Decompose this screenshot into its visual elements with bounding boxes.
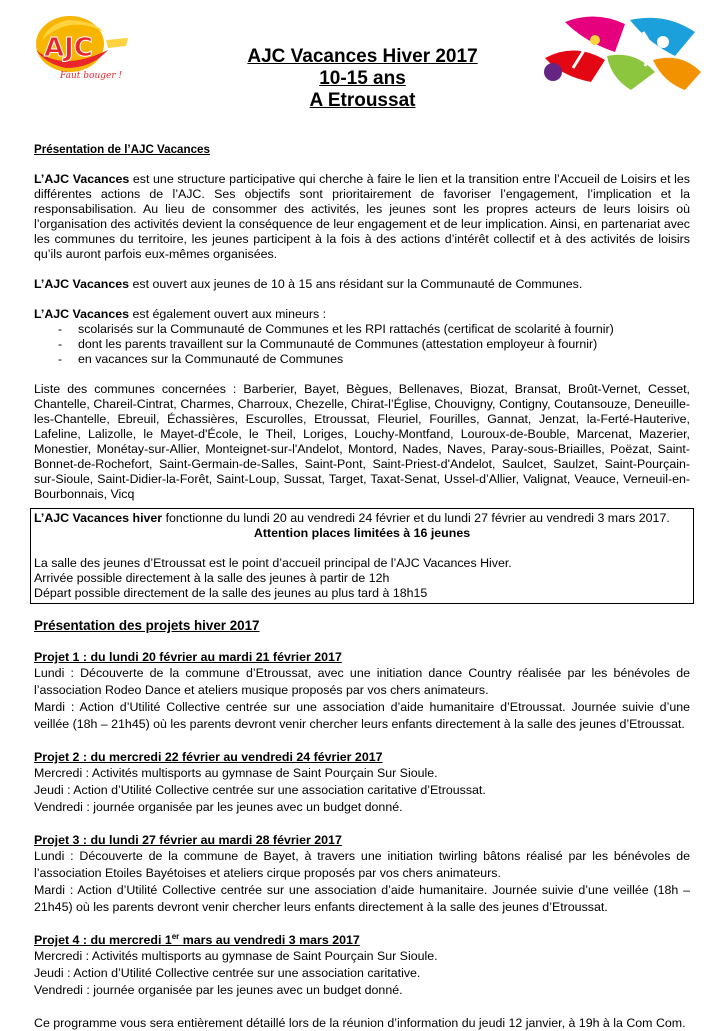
projects-heading: Présentation des projets hiver 2017: [34, 618, 260, 633]
communes-list: Liste des communes concernées : Barberier, Bayet, Bègues, Bellenaves, Biozat, Bransat, Broût-Vernet, Cesset, Chantelle, Chareil-Cintrat, Charmes, Charroux, Chezelle, Chirat-l’Église, Chouvigny, Contigny, Coutansouze, Deneuille-les-Chantelle, Ebreuil, Échassières, Escurolles, Etroussat, Fleuriel, Fourilles, Gannat, Jenzat, la-Ferté-Hauterive, Lafeline, Lalizolle, le Mayet-d'École, le Theil, Loriges, Louchy-Montfand, Louroux-de-Bouble, Marcenat, Mazerier, Monestier, Monétay-sur-Allier, Monteignet-sur-l'Andelot, Montord, Nades, Naves, Paray-sous-Briailles, Poëzat, Saint-Bonnet-de-Rochefort, Saint-Germain-de-Salles, Saint-Pont, Saint-Priest-d'Andelot, Saulcet, Saulzet, Saint-Pourçain-sur-Sioule, Saint-Didier-la-Forêt, Saint-Loup, Sussat, Target, Taxat-Senat, Ussel-d’Allier, Valignat, Veauce, Verneuil-en-Bourbonnais, Vicq: [34, 382, 690, 501]
presentation-paragraph-3: L’AJC Vacances est également ouvert aux mineurs :: [34, 307, 327, 321]
project-3-tuesday: Mardi : Action d’Utilité Collective centrée sur une association d’aide humanitaire. Journée suivie d’une veillée (18h – 21h45) où les parents devront venir chercher leurs enfants directement à la salle des jeunes d’Etroussat.: [34, 883, 690, 914]
project-4-friday: Vendredi : journée organisée par les jeunes avec un budget donné.: [34, 983, 403, 997]
project-1-monday: Lundi : Découverte de la commune d’Etroussat, avec une initiation dance Country réalisée par les bénévoles de l’association Rodeo Dance et ateliers musique proposés par vos chers animateurs.: [34, 666, 690, 697]
presentation-paragraph-1: L’AJC Vacances est une structure participative qui cherche à faire le lien et la transition entre l’Accueil de Loisirs et les différentes actions de l’AJC. Ses objectifs sont prioritairement de favoriser l’engagement, l’implication et la responsabilisation. Au lieu de consommer des activités, les jeunes sont les propres acteurs de leurs loisirs où l’organisation des activités devient la conséquence de leur engagement et de leur implication. Ainsi, en partenariat avec les communes du territoire, les jeunes participent à la fois à des actions d’intérêt collectif et à des activités de loisirs qu’ils auront parfois eux-mêmes organisées.: [34, 172, 690, 261]
footer-note: Ce programme vous sera entièrement détaillé lors de la réunion d’information du jeudi 12 janvier, à 19h à la Com Com.: [34, 1016, 686, 1030]
project-3-title: Projet 3 : du lundi 27 février au mardi 28 février 2017: [34, 833, 342, 847]
project-2-title: Projet 2 : du mercredi 22 février au vendredi 24 février 2017: [34, 750, 383, 764]
project-4-thursday: Jeudi : Action d’Utilité Collective centrée sur une association caritative.: [34, 966, 421, 980]
project-2-wednesday: Mercredi : Activités multisports au gymnase de Saint Pourçain Sur Sioule.: [34, 766, 438, 780]
project-1-tuesday: Mardi : Action d’Utilité Collective centrée sur une association d’aide humanitaire d’Etroussat. Journée suivie d’une veillée (18h – 21h45) où les parents devront venir chercher leurs enfants directement à la salle des jeunes d’Etroussat.: [34, 700, 690, 731]
title-line-1: AJC Vacances Hiver 2017: [247, 46, 478, 67]
box-schedule: L’AJC Vacances hiver fonctionne du lundi 20 au vendredi 24 février et du lundi 27 février au vendredi 3 mars 2017.: [34, 511, 670, 525]
presentation-paragraph-2: L’AJC Vacances est ouvert aux jeunes de 10 à 15 ans résidant sur la Communauté de Communes.: [34, 277, 583, 291]
svg-text:Faut bouger !: Faut bouger !: [60, 71, 123, 81]
box-attention: Attention places limitées à 16 jeunes: [253, 526, 471, 540]
project-2-thursday: Jeudi : Action d’Utilité Collective centrée sur une association caritative d’Etroussat.: [34, 783, 486, 797]
box-arrival: Arrivée possible directement à la salle des jeunes à partir de 12h: [34, 571, 390, 585]
eligibility-list: [34, 322, 690, 367]
box-departure: Départ possible directement de la salle des jeunes au plus tard à 18h15: [34, 586, 428, 600]
presentation-heading: Présentation de l’AJC Vacances: [34, 143, 210, 156]
list-item: - dont les parents travaillent sur la Communauté de Communes (attestation employeur à fournir): [62, 337, 690, 352]
project-3-monday: Lundi : Découverte de la commune de Bayet, à travers une initiation twirling bâtons réalisé par les bénévoles de l’association Etoiles Bayétoises et ateliers cirque proposés par vos chers animateurs.: [34, 849, 690, 880]
project-1-title: Projet 1 : du lundi 20 février au mardi 21 février 2017: [34, 650, 342, 664]
title-line-3: A Etroussat: [309, 90, 416, 111]
svg-text:AJC: AJC: [44, 33, 93, 63]
list-item: - en vacances sur la Communauté de Communes: [62, 352, 690, 367]
project-4-title: Projet 4 : du mercredi 1er mars au vendredi 3 mars 2017: [34, 931, 360, 947]
project-2-friday: Vendredi : journée organisée par les jeunes avec un budget donné.: [34, 800, 403, 814]
info-box: [30, 508, 694, 604]
title-line-2: 10-15 ans: [319, 68, 406, 89]
project-4-wednesday: Mercredi : Activités multisports au gymnase de Saint Pourçain Sur Sioule.: [34, 949, 438, 963]
document-title: [0, 46, 725, 112]
document-body: [34, 142, 690, 1031]
list-item: - scolarisés sur la Communauté de Communes et les RPI rattachés (certificat de scolarité à fournir): [62, 322, 690, 337]
box-meeting-point: La salle des jeunes d’Etroussat est le point d’accueil principal de l’AJC Vacances Hiver.: [34, 556, 512, 570]
